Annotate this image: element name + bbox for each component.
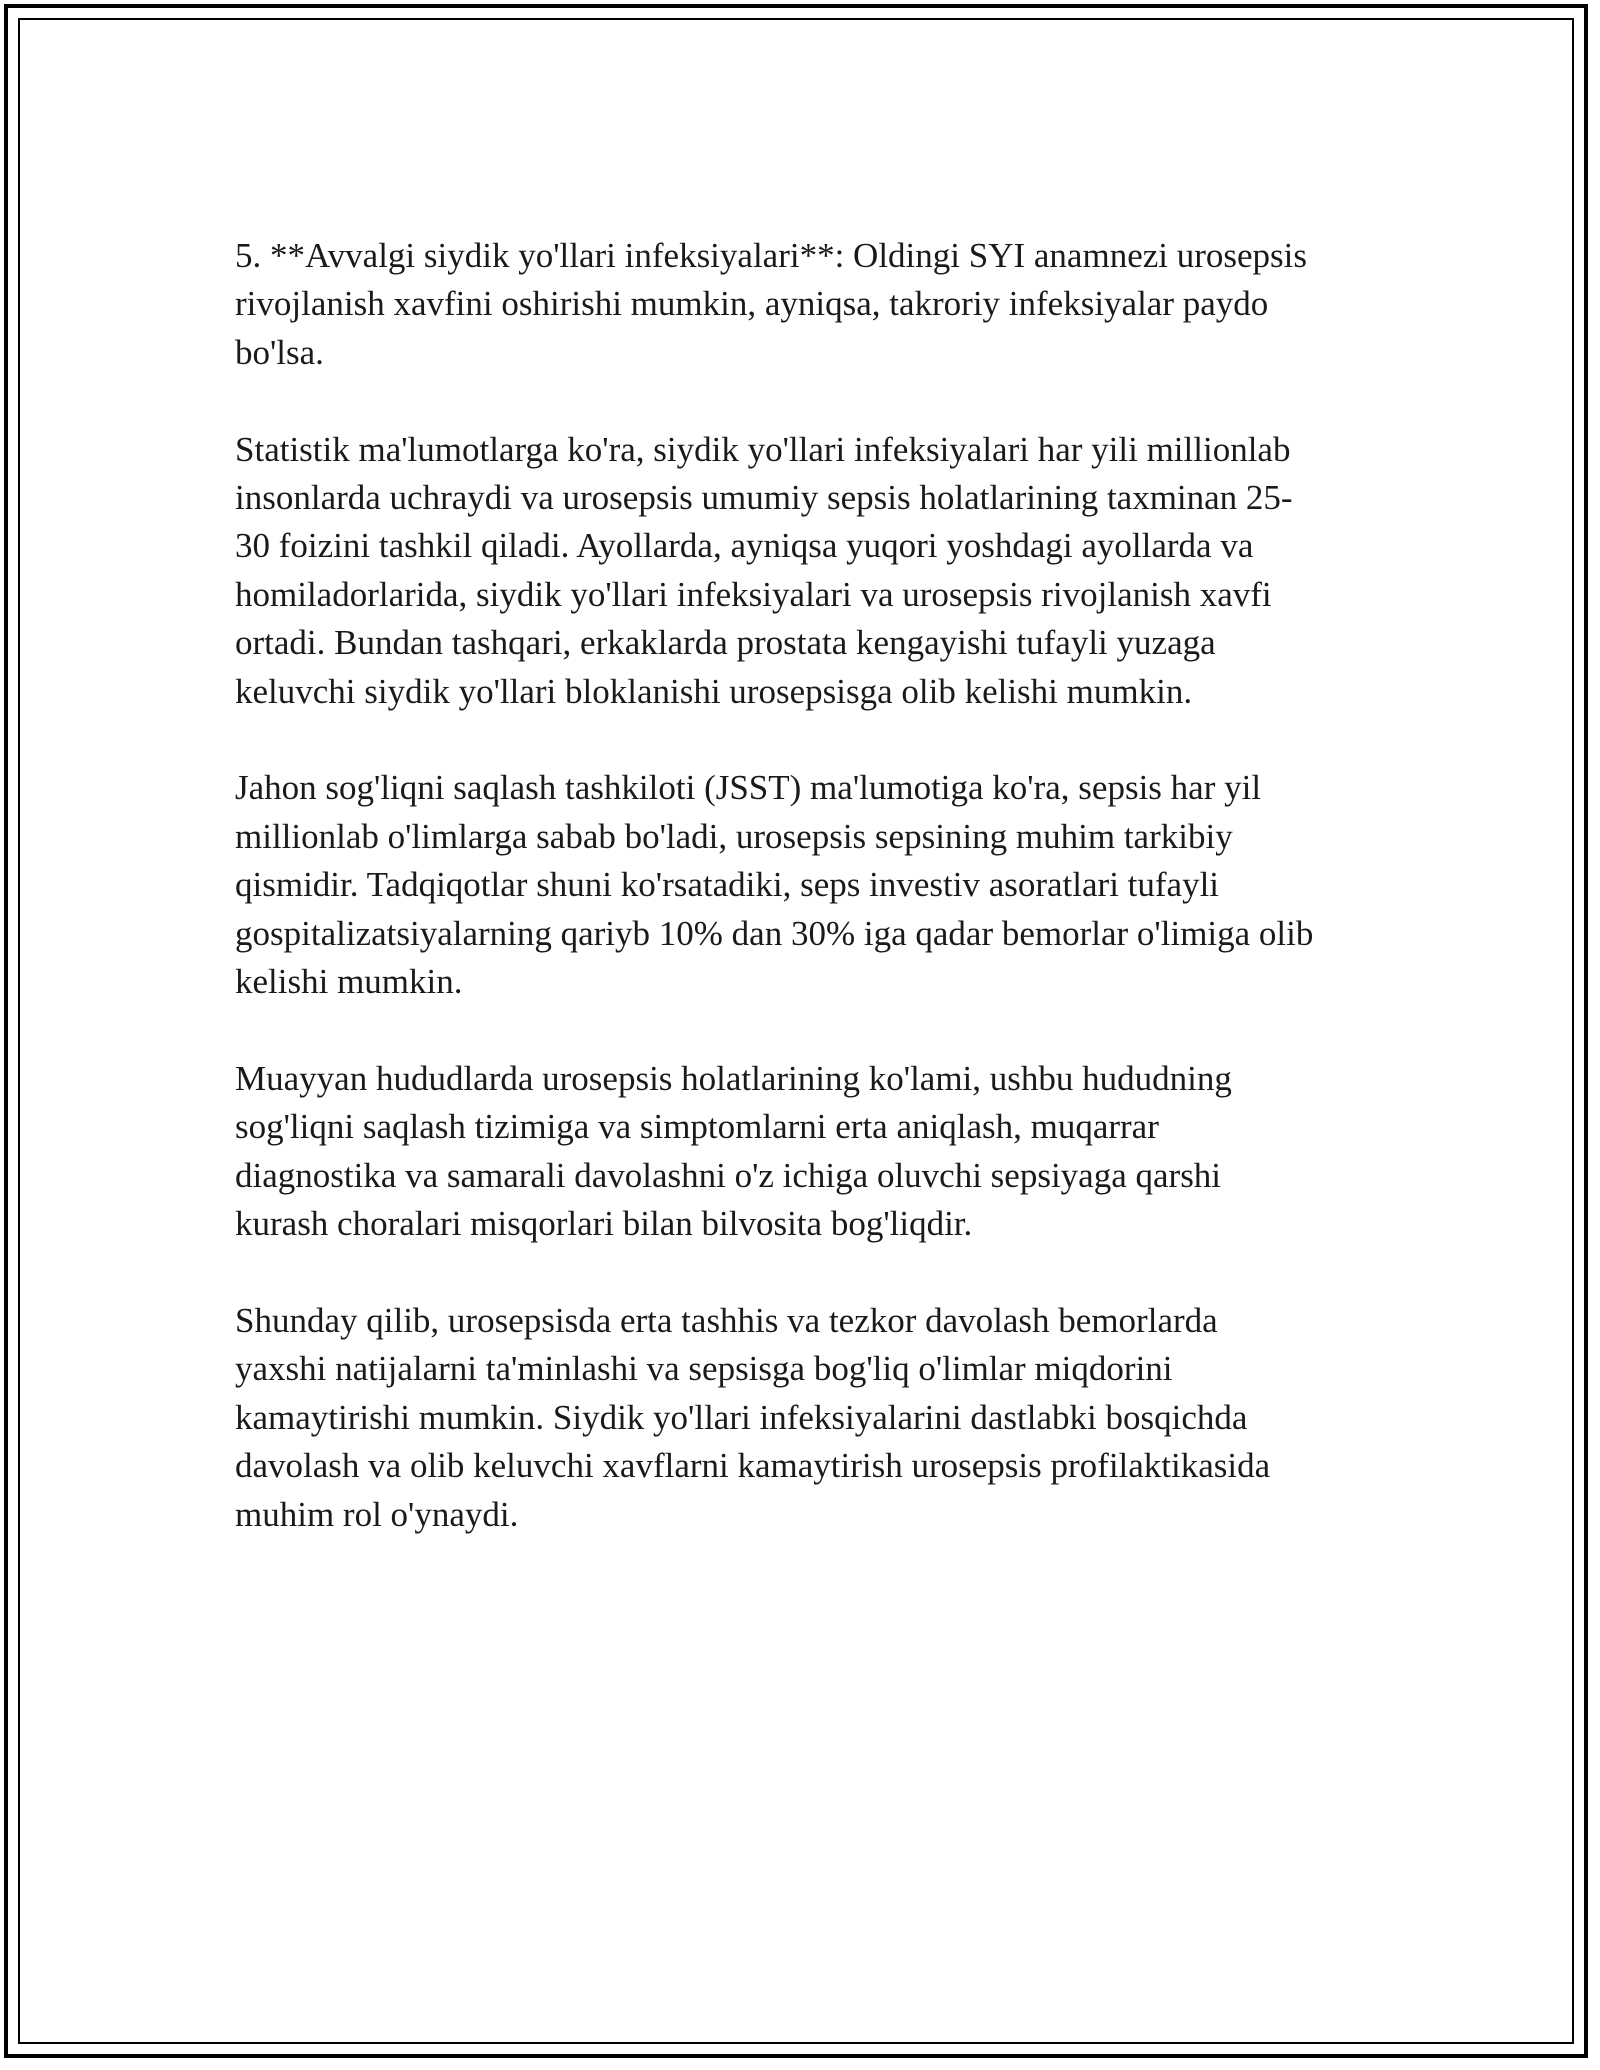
text-line: 30 foizini tashkil qiladi. Ayollarda, ayniqsa yuqori yoshdagi ayollarda va	[235, 526, 1254, 566]
text-line: insonlarda uchraydi va urosepsis umumiy sepsis holatlarining taxminan 25-	[235, 478, 1293, 518]
text-line: Muayyan hududlarda urosepsis holatlarining ko'lami, ushbu hududning	[235, 1058, 1232, 1098]
text-line: rivojlanish xavfini oshirishi mumkin, ayniqsa, takroriy infeksiyalar paydo	[235, 284, 1269, 324]
text-line: diagnostika va samarali davolashni o'z ichiga oluvchi sepsiyaga qarshi	[235, 1155, 1222, 1195]
paragraph-statistics	[235, 426, 1375, 716]
text-line: davolash va olib keluvchi xavflarni kamaytirish urosepsis profilaktikasida	[235, 1446, 1271, 1486]
text-line: Statistik ma'lumotlarga ko'ra, siydik yo'llari infeksiyalari har yili millionlab	[235, 429, 1291, 469]
paragraph-previous-uti	[235, 232, 1375, 377]
text-line: 5. **Avvalgi siydik yo'llari infeksiyalari**: Oldingi SYI anamnezi urosepsis	[235, 236, 1308, 275]
text-line: Jahon sog'liqni saqlash tashkiloti (JSST) ma'lumotiga ko'ra, sepsis har yil	[235, 768, 1262, 808]
text-line: kelishi mumkin.	[235, 962, 463, 1002]
text-line: kurash choralari misqorlari bilan bilvosita bog'liqdir.	[235, 1204, 973, 1244]
paragraph-regional-scope	[235, 1055, 1375, 1249]
text-line: ortadi. Bundan tashqari, erkaklarda prostata kengayishi tufayli yuzaga	[235, 623, 1216, 663]
paragraph-conclusion	[235, 1297, 1375, 1539]
text-line: sog'liqni saqlash tizimiga va simptomlarni erta aniqlash, muqarrar	[235, 1107, 1159, 1147]
text-line: gospitalizatsiyalarning qariyb 10% dan 30% iga qadar bemorlar o'limiga olib	[235, 913, 1314, 953]
document-body	[235, 232, 1375, 1587]
text-line: bo'lsa.	[235, 332, 324, 372]
text-line: keluvchi siydik yo'llari bloklanishi urosepsisga olib kelishi mumkin.	[235, 671, 1193, 711]
text-line: yaxshi natijalarni ta'minlashi va sepsisga bog'liq o'limlar miqdorini	[235, 1349, 1173, 1389]
text-line: kamaytirishi mumkin. Siydik yo'llari infeksiyalarini dastlabki bosqichda	[235, 1397, 1248, 1437]
paragraph-who-data	[235, 764, 1375, 1006]
text-line: qismidir. Tadqiqotlar shuni ko'rsatadiki, seps investiv asoratlari tufayli	[235, 865, 1220, 905]
text-line: homiladorlarida, siydik yo'llari infeksiyalari va urosepsis rivojlanish xavfi	[235, 574, 1272, 614]
text-line: muhim rol o'ynaydi.	[235, 1494, 519, 1534]
text-line: Shunday qilib, urosepsisda erta tashhis va tezkor davolash bemorlarda	[235, 1300, 1218, 1340]
text-line: millionlab o'limlarga sabab bo'ladi, urosepsis sepsining muhim tarkibiy	[235, 816, 1233, 856]
